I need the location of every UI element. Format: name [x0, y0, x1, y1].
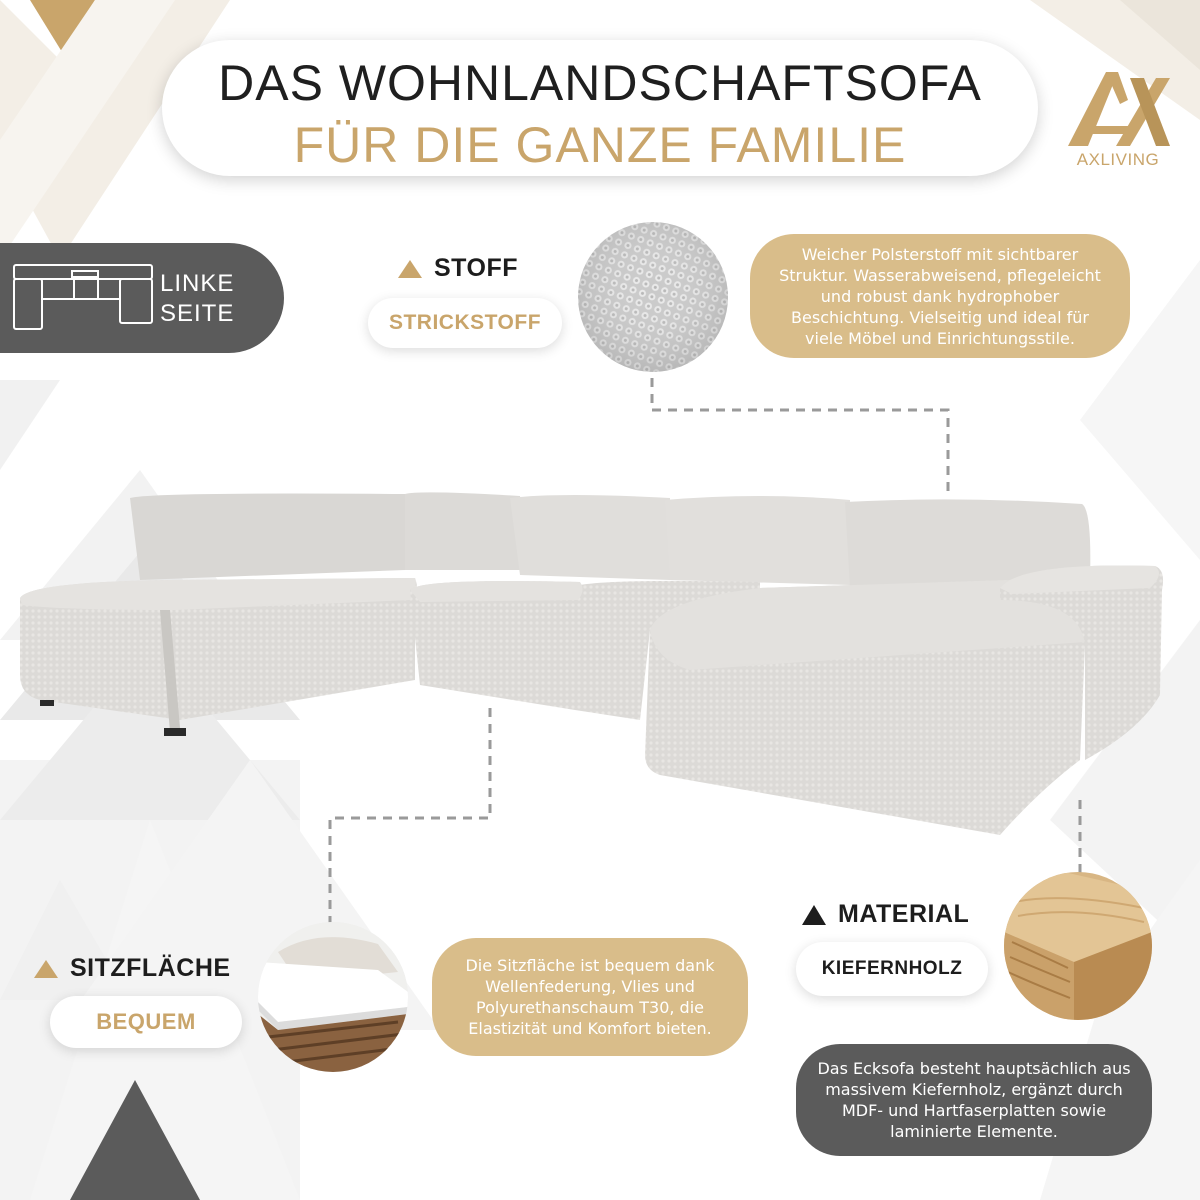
material-value-pill: KIEFERNHOLZ — [796, 942, 988, 996]
headline-line-2: FÜR DIE GANZE FAMILIE — [293, 117, 907, 173]
sitzflaeche-title — [34, 954, 231, 983]
material-title-text: MATERIAL — [838, 900, 970, 928]
side-badge — [0, 243, 284, 353]
pine-wood-image — [1004, 872, 1152, 1020]
stoff-title — [398, 254, 518, 283]
side-badge-line-1: LINKE — [160, 270, 235, 297]
sofa-image — [0, 470, 1200, 850]
stoff-description: Weicher Polsterstoff mit sichtbarer Struktur. Wasserabweisend, pflegeleicht und robust dank hydrophober Beschichtung. Vielseitig und ideal für viele Möbel und Einrichtungsstile. — [750, 234, 1130, 358]
headline-line-1: DAS WOHNLANDSCHAFTSOFA — [218, 55, 982, 111]
material-description: Das Ecksofa besteht hauptsächlich aus massivem Kiefernholz, ergänzt durch MDF- und Hartfaserplatten sowie laminierte Elemente. — [796, 1044, 1152, 1156]
sitzflaeche-title-text: SITZFLÄCHE — [70, 954, 231, 982]
sofa-outline-icon — [12, 263, 154, 335]
sitzflaeche-value-pill: BEQUEM — [50, 996, 242, 1048]
sitzflaeche-description: Die Sitzfläche ist bequem dank Wellenfederung, Vlies und Polyurethanschaum T30, die Elastizität und Komfort bieten. — [432, 938, 748, 1056]
material-title — [802, 900, 969, 929]
headline-pill — [162, 40, 1038, 176]
stoff-value-pill: STRICKSTOFF — [368, 298, 562, 348]
knit-fabric-swatch — [578, 222, 728, 372]
seat-layers-image — [258, 922, 408, 1072]
triangle-icon — [802, 905, 826, 925]
stoff-title-text: STOFF — [434, 254, 518, 282]
triangle-icon — [34, 960, 58, 978]
triangle-icon — [398, 260, 422, 278]
side-badge-line-2: SEITE — [160, 300, 235, 327]
brand-name: AXLIVING — [1076, 150, 1160, 169]
